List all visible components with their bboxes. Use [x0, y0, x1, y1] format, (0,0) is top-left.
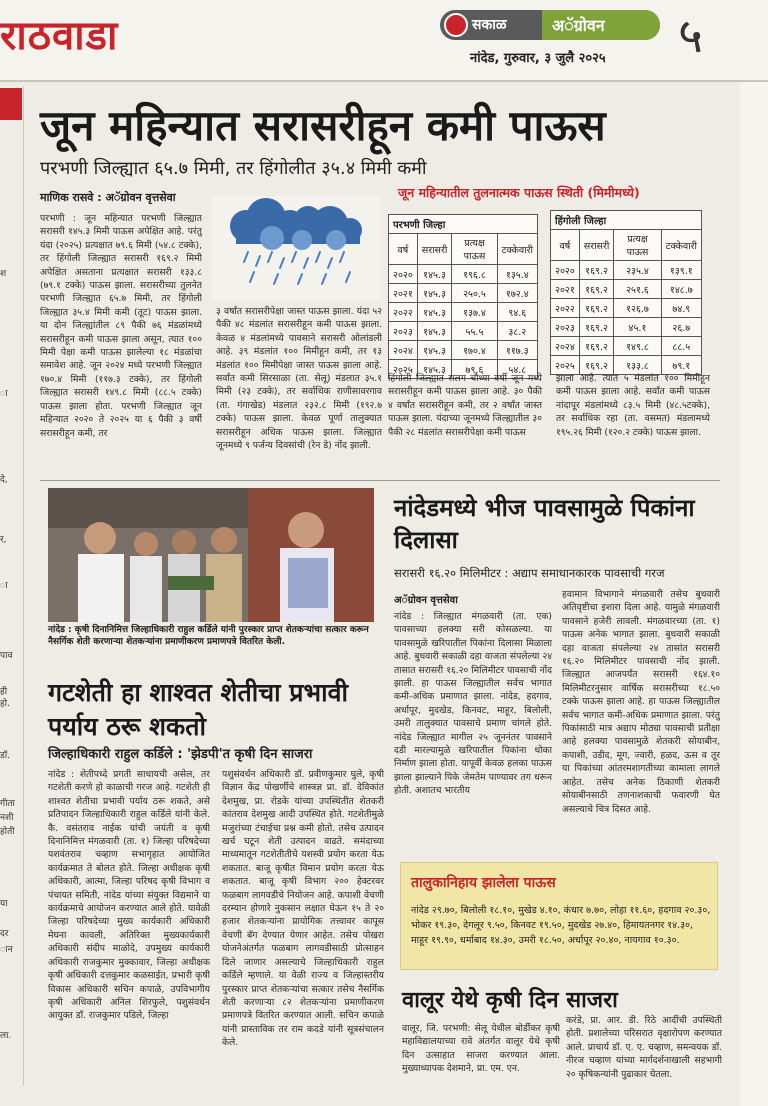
table-cell: १६९.२ [579, 280, 614, 299]
table-cell: ४५.१ [614, 318, 661, 337]
story2-body-column-1: नांदेड : शेतीपध्दे प्रगती साधायची असेल, तर गटशेती करणे हो काळाची गरज आहे. गटशेती ही शाश्वत शेतीचा प्रभावी पर्याय ठरू शकते, असे प्रतिपादन जिल्हाधिकारी राहुल कर्डिले यांनी केले. कै. वसंतराव नाईक यांची जयंती व कृषी दिनानिमित्त मंगळवारी (ता. १) जिल्हा परिषदेच्या यशवंतराव चव्हाण सभागृहात आयोजित कार्यक्रमात ते बोलत होते. जिल्हा अधीक्षक कृषी अधिकारी, आत्मा, जिल्हा परिषद कृषी विभाग व पंचायत समिती, नांदेड यांच्या संयुक्त विद्यमाने या कार्यक्रमाचे आयोजन करण्यात आले होते. यावेळी जिल्हा परिषदेच्या मुख्य कार्यकारी अधिकारी मेघना कावली, अतिरिक्त मुख्यकार्यकारी अधिकारी संदीप माळोदे, उपमुख्य कार्यकारी अधिकारी राजकुमार मुक्कावार, जिल्हा अधीक्षक कृषी अधिकारी दत्तकुमार कळसाईत, प्रभारी कृषी विकास अधिकारी सचिन कपाळे, उपविभागीय कृषी अधिकारी अनिल शिरफुले, पशुसंवर्धन आयुक्त डॉ. राजकुमार पडिले, जिल्हा [48, 769, 210, 1022]
lead-body-column-1: परभणी : जून महिन्यात परभणी जिल्ह्यात सरासरी १४५.३ मिमी पाऊस अपेक्षित आहे. परंतु यंदा (२०२५) प्रत्यक्षात ७९.६ मिमी (५४.८ टक्के), तर हिंगोली जिल्ह्यात सरासरी १६९.२ मिमी अपेक्षित असताना प्रत्यक्षात सरासरी १३३.८ (७९.१ टक्के) पाऊस झाला. सरासरीच्या तुलनेत परभणी जिल्ह्यात ६५.७ मिमी, तर हिंगोली जिल्ह्यात ३५.४ मिमी कमी (तूट) पाऊस झाला. या दोन जिल्ह्यांतील ८९ पैकी ७६ मंडळांमध्ये सरासरीहून कमी पाऊस झाला असून, त्यात १०० मिमी पेक्षा कमी पाऊस झालेल्या १८ मंडळांचा समावेश आहे. जून २०२४ मध्ये परभणी जिल्ह्यात १७०.४ मिमी (११७.३ टक्के), तर हिंगोली जिल्ह्यात सरासरी १४९.८ मिमी (८८.५ टक्के) पाऊस झाला होता. परभणी जिल्ह्यात जून महिन्यात २०२० ते २०२५ या ६ पैकी ३ वर्षी सरासरीहून कमी, तर [40, 213, 202, 439]
table-cell: ३८.२ [497, 322, 537, 341]
fragment-text: दे, [0, 475, 8, 485]
page-number: ५ [678, 8, 703, 64]
table-cell: १६९.२ [579, 356, 614, 375]
table-cell: १४५.३ [417, 341, 452, 360]
fragment-text: ान [0, 945, 13, 955]
table-cell: १६९.२ [579, 261, 614, 280]
fragment-text: श [0, 269, 7, 279]
table-cell: १३७.४ [452, 303, 497, 322]
table-cell: १४५.३ [417, 265, 452, 284]
fragment-text: ा [0, 581, 8, 591]
section-divider [40, 480, 720, 481]
story3-body-column-2: हवामान विभागाने मंगळवारी तसेच बुधवारी अतिवृष्टीचा इशारा दिला आहे. यामुळे मंगळवारी पावसाने हजेरी लावली. मंगळवारच्या (ता. १) पाऊस अनेक भागात झाला. बुधवारी सकाळी दहा वाजता संपलेल्या २४ तासांत सरासरी १६.२० मिलिमीटर पावसाची नोंद झाली. जिल्ह्यात आजपर्यंत सरासरी १६४.१० मिलिमीटरनुसार वार्षिक सरासरीच्या १८.५० टक्के पाऊस झाला आहे. हा पाऊस जिल्ह्यातील सर्वच भागात कमी-अधिक प्रमाणात झाला. परंतु पिकांसाठी मात्र अद्याप मोठ्या पावसाची प्रतीक्षा आहे हलक्या पावसामुळे शेतकरी सोयाबीन, कपाशी, उडीद, मूग, ज्वारी, हळद, ऊस व तूर या पिकांच्या आंतरमशागतीच्या कामाला लागले आहेत. तसेच अनेक ठिकाणी शेतकरी सोयाबीनसाठी तणनाशकाची फवारणी घेत असल्याचे चित्र दिसत आहे. [562, 589, 720, 815]
adjacent-column-fragments [0, 86, 24, 1086]
table-cell: ८८.५ [661, 337, 701, 356]
rain-cloud-illustration [212, 196, 380, 300]
table-cell: ७९.१ [661, 356, 701, 375]
table-header: वर्ष [389, 234, 418, 265]
fragment-text: या [0, 899, 8, 909]
table-caption: हिंगोली जिल्हा [551, 211, 702, 230]
story2-headline: गटशेती हा शाश्वत शेतीचा प्रभावी पर्याय ठरू शकतो [48, 678, 348, 741]
lead-headline: जून महिन्यात सरासरीहून कमी पाऊस [40, 101, 606, 150]
table-cell: २३५.४ [614, 261, 661, 280]
table-cell: १६९.२ [579, 299, 614, 318]
table-row [389, 303, 538, 322]
story3-byline: अॅग्रोवन वृत्तसेवा [394, 595, 458, 606]
table-cell: १४५.३ [417, 360, 452, 379]
table-cell: ११७.३ [497, 341, 537, 360]
table-row [551, 299, 702, 318]
fragment-text: र, [0, 535, 7, 545]
table-cell: १६९.२ [579, 337, 614, 356]
table-header: प्रत्यक्ष पाऊस [614, 230, 661, 261]
table-cell: २०२४ [551, 337, 580, 356]
table-cell: २०२१ [389, 284, 418, 303]
table-caption: परभणी जिल्हा [389, 215, 538, 234]
table-cell: १६९.२ [579, 318, 614, 337]
table-cell: १७२.४ [497, 284, 537, 303]
table-cell: १३५.४ [497, 265, 537, 284]
hingoli-rainfall-table [550, 210, 702, 375]
table-cell: २०२२ [389, 303, 418, 322]
brand-name: सकाळ [472, 17, 507, 33]
lead-subhead: परभणी जिल्ह्यात ६५.७ मिमी, तर हिंगोलीत ३५.४ मिमी कमी [40, 158, 427, 179]
dateline: नांदेड, गुरुवार, ३ जुलै २०२५ [470, 51, 606, 66]
brand-supplement-name: अॅग्रोवन [542, 10, 660, 40]
taluka-box-title: तालुकानिहाय झालेला पाऊस [411, 875, 556, 891]
red-section-marker [0, 88, 22, 120]
story3-body-column-1: नांदेड : जिल्ह्यात मंगळवारी (ता. एक) पावसाच्या हलक्या सरी कोसळल्या. या पावसामुळे खरिपातील पिकांना दिलासा मिळाला आहे. बुधवारी सकाळी दहा वाजता संपलेल्या २४ तासात सरासरी १६.२० मिलिमीटर पावसाची नोंद झाली. हा पाऊस जिल्ह्यातील सर्वच भागात कमी-अधिक प्रमाणात झाला. नांदेड, हदगाव, अर्धापूर, मुदखेड, किनवट, माहूर, बिलोली, उमरी तालुक्यात पावसाचे प्रमाण चांगले होते. नांदेड जिल्ह्यात मागील २५ जूननंतर पावसाने दडी मारल्यामुळे खरिपातील पिकांना धोका निर्माण झाला होता. यापूर्वी केवळ हलका पाऊस झाला झाल्याने पिके जेमतेम पाण्यावर तग धरून होती. अशातच भारतीय [394, 611, 552, 797]
fragment-text: दर [0, 929, 9, 939]
table-cell: २०२१ [551, 280, 580, 299]
fragment-text: गीता [0, 799, 15, 809]
fragment-text: पाव [0, 651, 13, 661]
table-cell: २६.७ [661, 318, 701, 337]
table-header: टक्केवारी [661, 230, 701, 261]
table-cell: २५१.६ [614, 280, 661, 299]
table-cell: २०२२ [551, 299, 580, 318]
fragment-text: हो. [0, 699, 10, 709]
fragment-text: ला. [0, 1031, 12, 1041]
table-cell: १३३.८ [614, 356, 661, 375]
story3-headline: नांदेडमध्ये भीज पावसामुळे पिकांना दिलासा [394, 493, 695, 554]
taluka-rainfall-box [400, 862, 718, 970]
table-cell: २५०.५ [452, 284, 497, 303]
table-row [389, 284, 538, 303]
table-row [551, 280, 702, 299]
story4-headline: वालूर येथे कृषी दिन साजरा [402, 987, 618, 1013]
table-cell: ५४.८ [497, 360, 537, 379]
table-cell: ७४.९ [661, 299, 701, 318]
table-cell: १४५.३ [417, 284, 452, 303]
table-cell: १४५.३ [417, 322, 452, 341]
story4-body-column-2: करंडे, प्रा. आर. डी. रिठे आदींची उपस्थिती होती. प्रशालेच्या परिसरात वृक्षारोपण करण्यात आले. प्राचार्य डॉ. ए. ए. चव्हाण, समन्वयक डॉ. नीरज चव्हाण यांच्या मार्गदर्शनाखाली सहभागी २० कृषिकन्यांनी पुढाकार घेतला. [566, 1015, 722, 1080]
story3-subhead: सरासरी १६.२० मिलिमीटर : अद्याप समाधानकारक पावसाची गरज [394, 566, 665, 580]
table-row [551, 337, 702, 356]
table-row [551, 261, 702, 280]
masthead [0, 0, 768, 82]
table-cell: २०२३ [551, 318, 580, 337]
story2-body-column-2: पशुसंवर्धन अधिकारी डॉ. प्रवीणकुमार घुले, कृषी विज्ञान केंद्र पोखर्णीचे शास्त्रज्ञ प्रा. डॉ. देविकांत देशमुख, प्रा. रोडके यांच्या उपस्थितीत शेतकरी कांतराव देशमुख आदी उपस्थित होते. गटशेतीमुळे मजुरांच्या टंचाईचा प्रश्न कमी होतो. तसेच उत्पादन खर्च घटून शेती उत्पादन वाढते. समंदाच्या माध्यमातून गटशेतीतीचे यशस्वी प्रयोग करता येऊ शकतात. बाजू कृषीत विमान प्रयोग करता येऊ शकतात. बाजू कृषी विभाग २०० हेक्टरवर फळबाग लागवडीचे नियोजन आहे. कपाशी वेचणी दरम्यान होणारे नुकसान लक्षात घेऊन १५ ते २० हजार शेतकऱ्यांना प्रायोगिक तत्त्वावर कापूस वेचणी बॅग देण्यात येणार आहेत. तसेच पोखरा योजनेअंतर्गत फळबाग लागवडीसाठी प्रोत्साहन दिले जाणार असल्याचे जिल्हाधिकारी राहुल कर्डिले म्हणाले. या वेळी राज्य व जिल्हास्तरीय पुरस्कार प्राप्त शेतकऱ्यांचा सत्कार तसेच नैसर्गिक शेती करणाऱ्या ८२ शेतकऱ्यांना प्रमाणीकरण प्रमाणपत्रे वितरित करण्यात आली. सचिन कपाळे यांनी प्रास्ताविक तर राम कदडे यांनी सूत्रसंचालन केले. [222, 769, 384, 1049]
fragment-text: ा [0, 389, 8, 399]
table-cell: ५५.५ [452, 322, 497, 341]
brand-logo [440, 10, 660, 40]
table-row [389, 265, 538, 284]
table-cell: २०२५ [551, 356, 580, 375]
table-cell: २०२० [551, 261, 580, 280]
table-header: सरासरी [579, 230, 614, 261]
table-cell: १४८.७ [661, 280, 701, 299]
table-cell: ७९.६ [452, 360, 497, 379]
photo-caption: नांदेड : कृषी दिनानिमित्त जिल्हाधिकारी राहुल कर्डिले यांनी पुरस्कार प्राप्त शेतकऱ्यांचा सत्कार करून नैसर्गिक शेती करणाऱ्या शेतकऱ्यांना प्रमाणीकरण प्रमाणपत्रे वितरित केली. [48, 625, 369, 647]
fragment-text: होती [0, 827, 15, 837]
table-cell: ९४.६ [497, 303, 537, 322]
fragment-text: डॉ. [0, 751, 11, 761]
taluka-box-text: नांदेड २९.७०, बिलोली १८.१०, मुखेड ४.१०, कंधार ७.७०, लोहा ११.६०, हदगाव २०.३०, भोकर १९.३०, देगलूर ९.५०, किनवट १९.५०, मुदखेड २७.४०, हिमायतनगर १४.३०, माहूर १९.९०, धर्माबाद १४.३०, उमरी १८.५०, अर्धापूर २०.४०, नायगाव १०.३०. [411, 905, 711, 946]
hingoli-note-column-1: हिंगोली जिल्ह्यात सलग चौथ्या वर्षी जून मध्ये सरासरीहून कमी पाऊस झाला आहे. ३० पैकी ४ वर्षांत सरासरीहून कमी, तर २ वर्षांत जास्त पाऊस झाला. यंदाच्या जूनमध्ये जिल्ह्यातील ३० पैकी २८ मंडलांत सरासरीपेक्षा कमी पाऊस [388, 373, 542, 438]
lead-body-column-2: ३ वर्षांत सरासरीपेक्षा जास्त पाऊस झाला. यंदा ५२ पैकी ४८ मंडलांत सरासरीहून कमी पाऊस झाला. केवळ ४ मंडलांमध्ये पावसाने सरासरी ओलांडली आहे. ३९ मंडलांत १०० मिमीहून कमी, तर १३ मंडलांत १०० मिमीपेक्षा जास्त पाऊस झाला आहे. सर्वांत कमी सिरसाळा (ता. सेलू) मंडलात ३५.१ मिमी (२३ टक्के), तर सर्वाधिक राणीसावरगाव (ता. गंगाखेड) मंडलात २३२.८ मिमी (१९२.७ टक्के) पाऊस झाला. केवळ पूर्णा तालुक्यात सरासरीहून अधिक पाऊस झाला. जिल्ह्यात जूनमध्ये ९ पर्जन्य दिवसांची (रेन डे) नोंद झाली. [216, 306, 382, 452]
hingoli-note-column-2: झाला आहे. त्यात ५ मंडलांत १०० मिमीहून कमी पाऊस झाला आहे. सर्वांत कमी पाऊस नांदापूर मंडलांमध्ये ८३.५ मिमी (४८.५टक्के), तर सर्वाधिक रहा (ता. वसमत) मंडलामध्ये १९५.२६ मिमी (१२०.२ टक्के) पाऊस झाला. [556, 373, 710, 438]
brand-logo-icon [444, 13, 468, 37]
table-header: वर्ष [551, 230, 580, 261]
story2-subhead: जिल्हाधिकारी राहुल कर्डिले : 'झेडपी'त कृषी दिन साजरा [48, 747, 313, 762]
table-cell: २०२५ [389, 360, 418, 379]
table-cell: १९६.८ [452, 265, 497, 284]
table-cell: १७०.४ [452, 341, 497, 360]
table-header: टक्केवारी [497, 234, 537, 265]
table-cell: १४५.३ [417, 303, 452, 322]
table-cell: २०२३ [389, 322, 418, 341]
fragment-text: नशी [0, 813, 14, 823]
table-row [389, 322, 538, 341]
fragment-text: ही [0, 687, 8, 697]
table-cell: २०२४ [389, 341, 418, 360]
award-ceremony-photo [48, 488, 374, 622]
story4-body-column-1: वालूर, जि. परभणी: सेलू येथील बोर्डीकर कृषी महाविद्यालयाच्या रावे अंतर्गत वालूर येथे कृषी दिन उत्साहात साजरा करण्यात आला. मुख्याध्यापक देशमाने, प्रा. एम. एन. [402, 1023, 560, 1075]
table-row [389, 341, 538, 360]
parbhani-rainfall-table [388, 214, 538, 379]
table-cell: २०२० [389, 265, 418, 284]
table-cell: १३९.१ [661, 261, 701, 280]
table-row [551, 318, 702, 337]
page-right-edge [740, 82, 768, 1106]
table-cell: १२६.७ [614, 299, 661, 318]
rainfall-tables-title: जून महिन्यातील तुलनात्मक पाऊस स्थिती (मिमीमध्ये) [398, 185, 640, 200]
section-title: राठवाडा [0, 12, 119, 59]
table-header: सरासरी [417, 234, 452, 265]
lead-byline: माणिक रासवे : अॅग्रोवन वृत्तसेवा [40, 191, 176, 204]
table-cell: १४९.८ [614, 337, 661, 356]
table-header: प्रत्यक्ष पाऊस [452, 234, 497, 265]
